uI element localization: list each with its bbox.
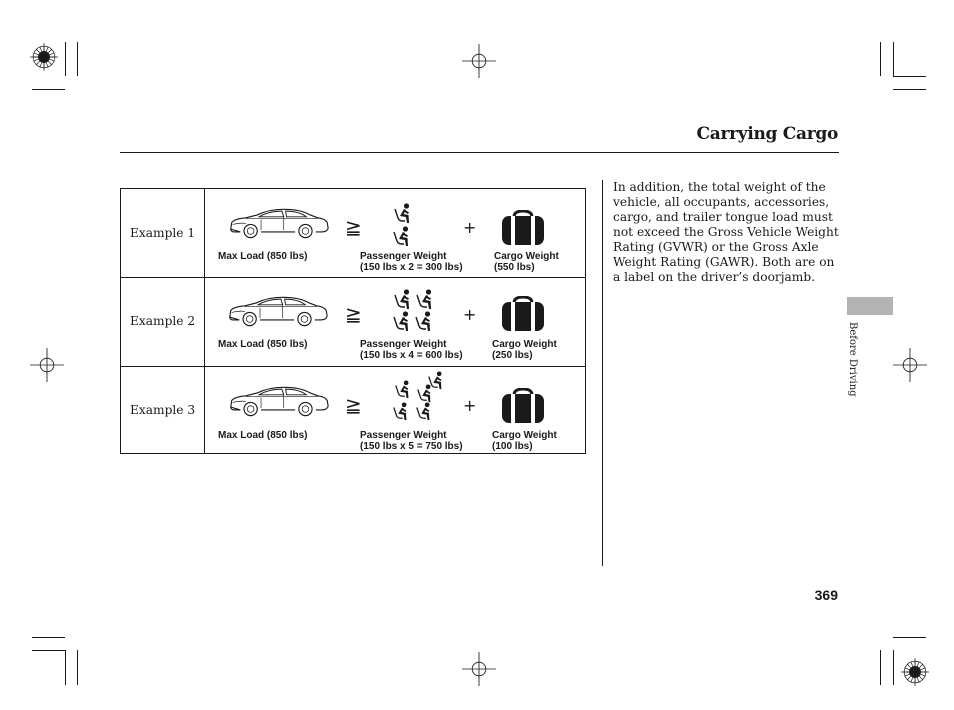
example-label: Example 2: [130, 314, 196, 328]
plus-symbol: +: [463, 218, 477, 237]
example-row: [121, 367, 585, 453]
passenger-weight-title: Passenger Weight: [360, 251, 447, 262]
sedan-car-icon: [226, 294, 330, 327]
cargo-weight-title: Cargo Weight: [492, 430, 557, 441]
seated-passenger-icon: [392, 311, 412, 333]
seated-passenger-icon: [415, 402, 433, 422]
seated-passenger-icon: [393, 203, 413, 225]
greater-or-equal-symbol: ≧: [345, 393, 362, 417]
seated-passenger-icon: [392, 226, 412, 248]
passenger-weight-calc: (150 lbs x 4 = 600 lbs): [360, 350, 463, 361]
luggage-bag-icon: [501, 210, 545, 246]
cargo-weight-title: Cargo Weight: [492, 339, 557, 350]
example-label-cell: [121, 189, 205, 277]
body-paragraph: In addition, the total weight of the vehicle, all occupants, accessories, cargo, and trailer tongue load must not exceed the Gross Vehicle Weight Rating (GVWR) or the Gross Axle Weight Rating (GAWR). Both are on a label on the driver’s doorjamb.: [613, 180, 839, 284]
example-label-cell: [121, 278, 205, 366]
example-label: Example 1: [130, 226, 196, 240]
crosshair-mark-icon: [462, 44, 496, 78]
example-row: [121, 189, 585, 278]
example-label-cell: [121, 367, 205, 453]
section-tab-label: Before Driving: [847, 322, 858, 397]
cargo-weight-value: (550 lbs): [494, 262, 535, 273]
max-load-caption: Max Load (850 lbs): [218, 251, 308, 262]
greater-or-equal-symbol: ≧: [345, 302, 362, 326]
plus-symbol: +: [463, 396, 477, 415]
passenger-weight-title: Passenger Weight: [360, 430, 447, 441]
example-label: Example 3: [130, 403, 196, 417]
passenger-weight-title: Passenger Weight: [360, 339, 447, 350]
column-divider: [602, 180, 603, 566]
example-row: [121, 278, 585, 367]
plus-symbol: +: [463, 305, 477, 324]
registration-mark-icon: [901, 658, 929, 686]
luggage-bag-icon: [501, 296, 545, 332]
sedan-car-icon: [227, 206, 331, 239]
cargo-examples-table: [120, 188, 586, 454]
seated-passenger-icon: [414, 311, 434, 333]
seated-passenger-icon: [416, 384, 434, 404]
seated-passenger-icon: [394, 380, 412, 400]
crosshair-mark-icon: [462, 652, 496, 686]
crosshair-mark-icon: [893, 348, 927, 382]
luggage-bag-icon: [501, 388, 545, 424]
seated-passenger-icon: [415, 289, 435, 311]
registration-mark-icon: [30, 43, 58, 71]
page-number: 369: [814, 587, 838, 603]
title-rule: [120, 152, 839, 153]
max-load-caption: Max Load (850 lbs): [218, 430, 308, 441]
cargo-weight-value: (250 lbs): [492, 350, 533, 361]
seated-passenger-icon: [393, 289, 413, 311]
max-load-caption: Max Load (850 lbs): [218, 339, 308, 350]
page-title: Carrying Cargo: [696, 124, 838, 144]
passenger-weight-calc: (150 lbs x 5 = 750 lbs): [360, 441, 463, 452]
sedan-car-icon: [227, 384, 331, 417]
passenger-weight-calc: (150 lbs x 2 = 300 lbs): [360, 262, 463, 273]
section-tab: [847, 297, 893, 315]
greater-or-equal-symbol: ≧: [345, 215, 362, 239]
crosshair-mark-icon: [30, 348, 64, 382]
seated-passenger-icon: [392, 402, 410, 422]
cargo-weight-value: (100 lbs): [492, 441, 533, 452]
cargo-weight-title: Cargo Weight: [494, 251, 559, 262]
